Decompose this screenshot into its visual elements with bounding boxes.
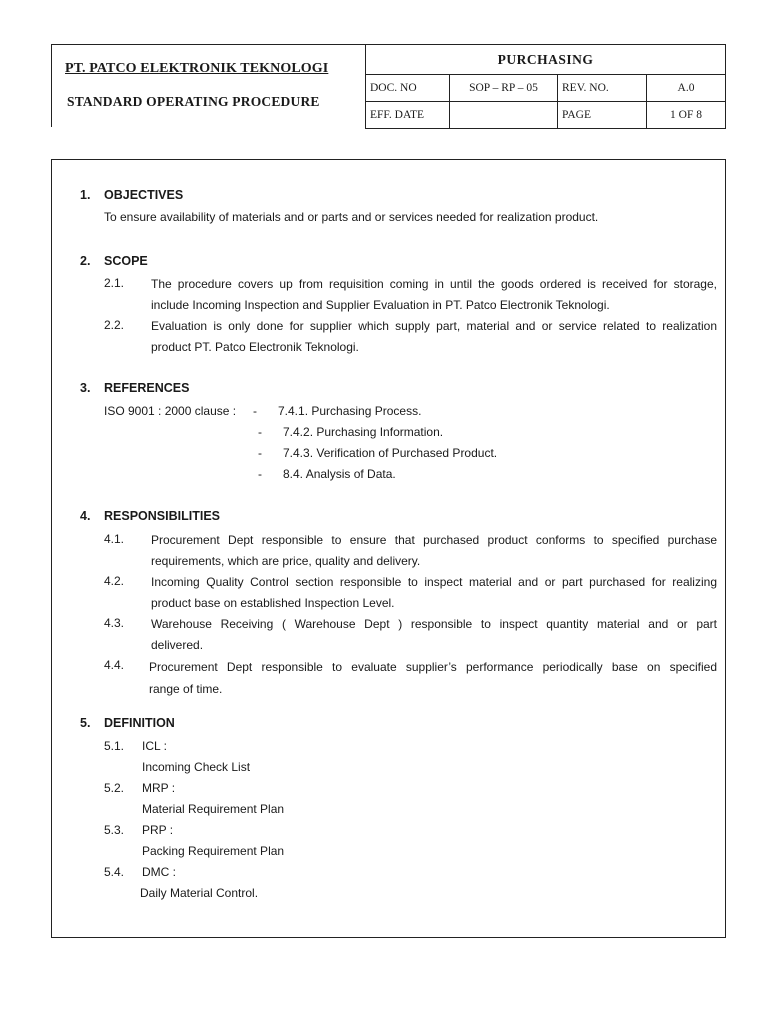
page-label: PAGE (558, 102, 647, 129)
definition-meaning: Incoming Check List (142, 760, 251, 774)
section-heading-definition (80, 716, 175, 730)
scope-item-text (151, 316, 717, 358)
text-line: range of time. (149, 682, 223, 696)
scope-item-text (151, 274, 717, 316)
section-title: OBJECTIVES (104, 188, 184, 202)
definition-term: ICL : (142, 739, 167, 753)
responsibility-item-number: 4.3. (104, 616, 125, 630)
definition-item-number: 5.2. (104, 781, 125, 795)
header-top-rule (51, 44, 366, 45)
objectives-text: To ensure availability of materials and or parts and or services needed for realization product. (104, 210, 599, 224)
definition-item-number: 5.1. (104, 739, 125, 753)
definition-meaning: Packing Requirement Plan (142, 844, 285, 858)
definition-meaning: Daily Material Control. (140, 886, 259, 900)
section-heading-objectives (80, 188, 183, 202)
definition-term: DMC : (142, 865, 176, 879)
section-heading-scope (80, 254, 148, 268)
reference-dash: - (258, 446, 262, 460)
section-heading-responsibilities (80, 509, 220, 523)
rev-no-label: REV. NO. (558, 75, 647, 102)
document-type: STANDARD OPERATING PROCEDURE (67, 94, 320, 109)
responsibility-item-text (151, 530, 717, 572)
scope-item-number: 2.2. (104, 318, 125, 332)
text-line: product base on established Inspection Level. (151, 596, 395, 610)
definition-meaning: Material Requirement Plan (142, 802, 285, 816)
definition-term: PRP : (142, 823, 174, 837)
definition-item-number: 5.3. (104, 823, 125, 837)
text-line: Procurement Dept responsible to evaluate supplier’s performance periodically base on specified (149, 660, 717, 674)
text-line: Incoming Quality Control section responsible to inspect material and or part purchased for realizing (151, 575, 717, 589)
rev-no-value: A.0 (647, 75, 726, 102)
text-line: include Incoming Inspection and Supplier Evaluation in PT. Patco Electronik Teknologi. (151, 298, 610, 312)
text-line: The procedure covers up from requisition coming in until the goods ordered is received for storage, (151, 277, 717, 291)
document-title: PURCHASING (366, 45, 726, 75)
responsibility-item-text (151, 614, 717, 656)
section-title: RESPONSIBILITIES (104, 509, 220, 523)
company-name: PT. PATCO ELEKTRONIK TEKNOLOGI (65, 61, 329, 76)
section-title: DEFINITION (104, 716, 175, 730)
responsibility-item-number: 4.2. (104, 574, 125, 588)
text-line: product PT. Patco Electronik Teknologi. (151, 340, 359, 354)
section-number: 4. (80, 509, 91, 523)
reference-dash: - (258, 425, 262, 439)
document-control-table (365, 44, 726, 129)
doc-no-label: DOC. NO (366, 75, 450, 102)
header-left-rule (51, 44, 52, 127)
section-title: SCOPE (104, 254, 148, 268)
page-value: 1 OF 8 (647, 102, 726, 129)
scope-item-number: 2.1. (104, 276, 125, 290)
section-number: 3. (80, 381, 91, 395)
text-line: delivered. (151, 638, 204, 652)
section-heading-references (80, 381, 189, 395)
responsibility-item-text (151, 572, 717, 614)
text-line: Evaluation is only done for supplier which supply part, material and or service related to realization (151, 319, 717, 333)
section-number: 2. (80, 254, 91, 268)
text-line: Warehouse Receiving ( Warehouse Dept ) responsible to inspect quantity material and or part (151, 617, 717, 631)
responsibility-item-number: 4.1. (104, 532, 125, 546)
eff-date-label: EFF. DATE (366, 102, 450, 129)
document-header (51, 44, 726, 127)
section-number: 1. (80, 188, 91, 202)
section-title: REFERENCES (104, 381, 190, 395)
reference-item: 7.4.3. Verification of Purchased Product. (283, 446, 498, 460)
responsibility-item-number: 4.4. (104, 658, 125, 672)
definition-term: MRP : (142, 781, 176, 795)
text-line: requirements, which are price, quality and delivery. (151, 554, 421, 568)
references-lead: ISO 9001 : 2000 clause : (104, 404, 237, 418)
definition-item-number: 5.4. (104, 865, 125, 879)
section-number: 5. (80, 716, 91, 730)
doc-no-value: SOP – RP – 05 (450, 75, 558, 102)
reference-dash: - (253, 404, 257, 418)
reference-item: 7.4.2. Purchasing Information. (283, 425, 444, 439)
reference-item: 7.4.1. Purchasing Process. (278, 404, 422, 418)
reference-item: 8.4. Analysis of Data. (283, 467, 396, 481)
responsibility-item-text (149, 656, 717, 700)
reference-dash: - (258, 467, 262, 481)
eff-date-value (450, 102, 558, 129)
text-line: Procurement Dept responsible to ensure that purchased product conforms to specified purchase (151, 533, 717, 547)
